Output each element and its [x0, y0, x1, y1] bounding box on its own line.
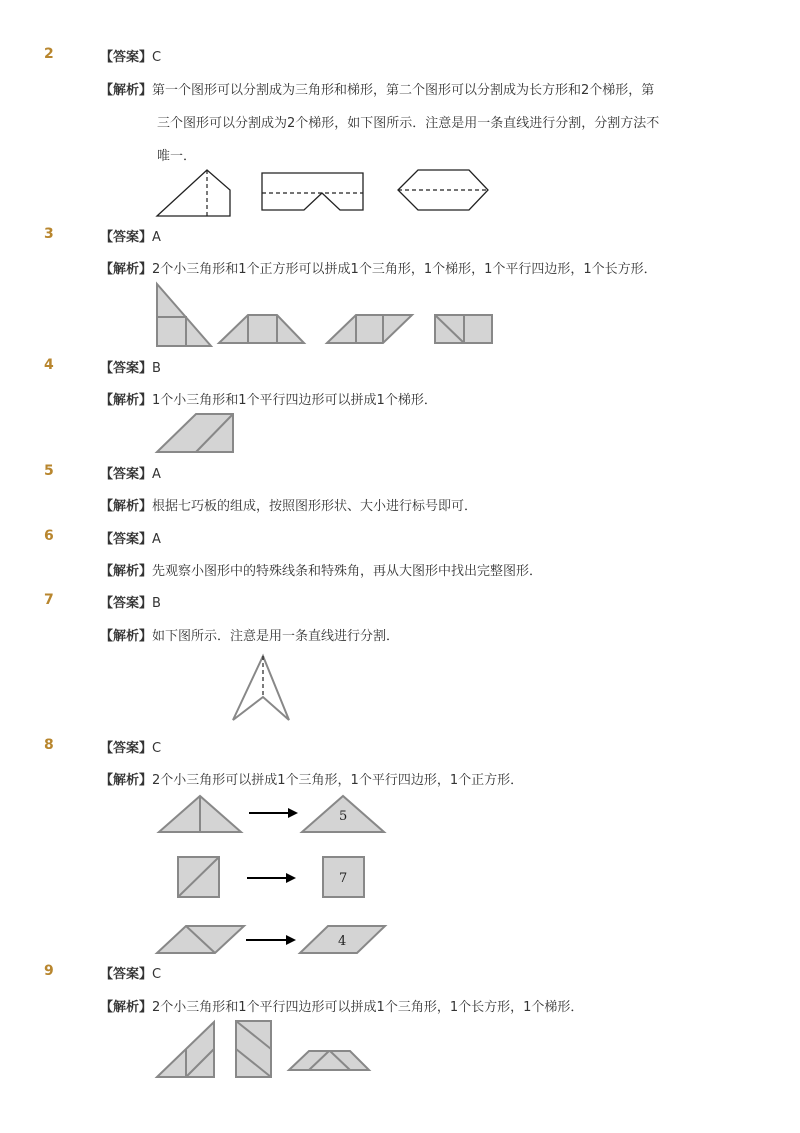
analysis-text-cont: 三个图形可以分割成为2个梯形，如下图所示．注意是用一条直线进行分割，分割方法不	[157, 116, 660, 131]
figure-label-5: 5	[339, 809, 348, 824]
q8-arrow-2	[247, 873, 296, 883]
q2-figure-rectangle-trapezoids	[262, 173, 363, 210]
question-number: 5	[44, 463, 54, 479]
analysis-label: 【解析】	[100, 1000, 153, 1015]
q2-figure-triangle-trapezoid	[157, 170, 230, 216]
q9-figure-rectangle	[236, 1021, 271, 1077]
answer-label: 【答案】	[100, 361, 153, 376]
answer-value: C	[152, 967, 162, 982]
answer-value: B	[152, 361, 161, 376]
q7-figure-arrow-shape	[233, 656, 289, 720]
q8-figure-parallelogram-4	[300, 926, 385, 953]
q9-figure-trapezoid	[289, 1051, 369, 1070]
q3-figure-rectangle	[435, 315, 492, 343]
answer-label: 【答案】	[100, 967, 153, 982]
q2-figure-hexagon	[398, 170, 488, 210]
q8-arrow-3	[246, 935, 296, 945]
analysis-text: 1个小三角形和1个平行四边形可以拼成1个梯形．	[152, 393, 437, 408]
q3-figure-parallelogram	[327, 315, 412, 343]
question-number: 9	[44, 963, 54, 979]
q9-figure-triangle	[157, 1022, 214, 1077]
analysis-label: 【解析】	[100, 773, 153, 788]
analysis-text: 2个小三角形可以拼成1个三角形，1个平行四边形，1个正方形．	[152, 773, 524, 788]
figure-label-4: 4	[338, 934, 347, 949]
answer-value: A	[152, 467, 161, 482]
analysis-text: 2个小三角形和1个平行四边形可以拼成1个三角形，1个长方形，1个梯形．	[152, 1000, 584, 1015]
answer-value: B	[152, 596, 161, 611]
question-number: 8	[44, 737, 54, 753]
q3-figure-large-triangle	[157, 284, 211, 346]
question-number: 6	[44, 528, 54, 544]
analysis-text-cont: 唯一．	[157, 149, 197, 164]
analysis-text: 先观察小图形中的特殊线条和特殊角，再从大图形中找出完整图形．	[152, 564, 543, 579]
analysis-label: 【解析】	[100, 83, 153, 98]
q8-figure-two-triangles	[159, 796, 241, 832]
question-number: 4	[44, 357, 54, 373]
answer-label: 【答案】	[100, 230, 153, 245]
q8-figure-two-triangles-square	[178, 857, 219, 897]
analysis-label: 【解析】	[100, 393, 153, 408]
answer-label: 【答案】	[100, 532, 153, 547]
answer-value: A	[152, 230, 161, 245]
analysis-text: 2个小三角形和1个正方形可以拼成1个三角形，1个梯形，1个平行四边形，1个长方形．	[152, 262, 657, 277]
answer-label: 【答案】	[100, 467, 153, 482]
analysis-text: 根据七巧板的组成，按照图形形状、大小进行标号即可．	[152, 499, 478, 514]
question-number: 7	[44, 592, 54, 608]
q8-figure-triangle-5	[302, 796, 384, 832]
analysis-text: 第一个图形可以分割成为三角形和梯形，第二个图形可以分割成为长方形和2个梯形，第	[152, 83, 655, 98]
figure-label-7: 7	[339, 871, 348, 886]
answer-value: C	[152, 50, 162, 65]
answer-label: 【答案】	[100, 596, 153, 611]
q8-figure-two-triangles-parallelogram	[157, 926, 244, 953]
answer-value: A	[152, 532, 161, 547]
answer-value: C	[152, 741, 162, 756]
question-number: 3	[44, 226, 54, 242]
answer-label: 【答案】	[100, 741, 153, 756]
analysis-label: 【解析】	[100, 262, 153, 277]
analysis-label: 【解析】	[100, 499, 153, 514]
q3-figure-trapezoid	[219, 315, 304, 343]
q4-figure-trapezoid	[157, 414, 233, 452]
analysis-label: 【解析】	[100, 564, 153, 579]
analysis-text: 如下图所示．注意是用一条直线进行分割．	[152, 629, 400, 644]
answer-label: 【答案】	[100, 50, 153, 65]
q8-arrow-1	[249, 808, 298, 818]
question-number: 2	[44, 46, 54, 62]
q8-figure-square-7	[323, 857, 364, 897]
analysis-label: 【解析】	[100, 629, 153, 644]
